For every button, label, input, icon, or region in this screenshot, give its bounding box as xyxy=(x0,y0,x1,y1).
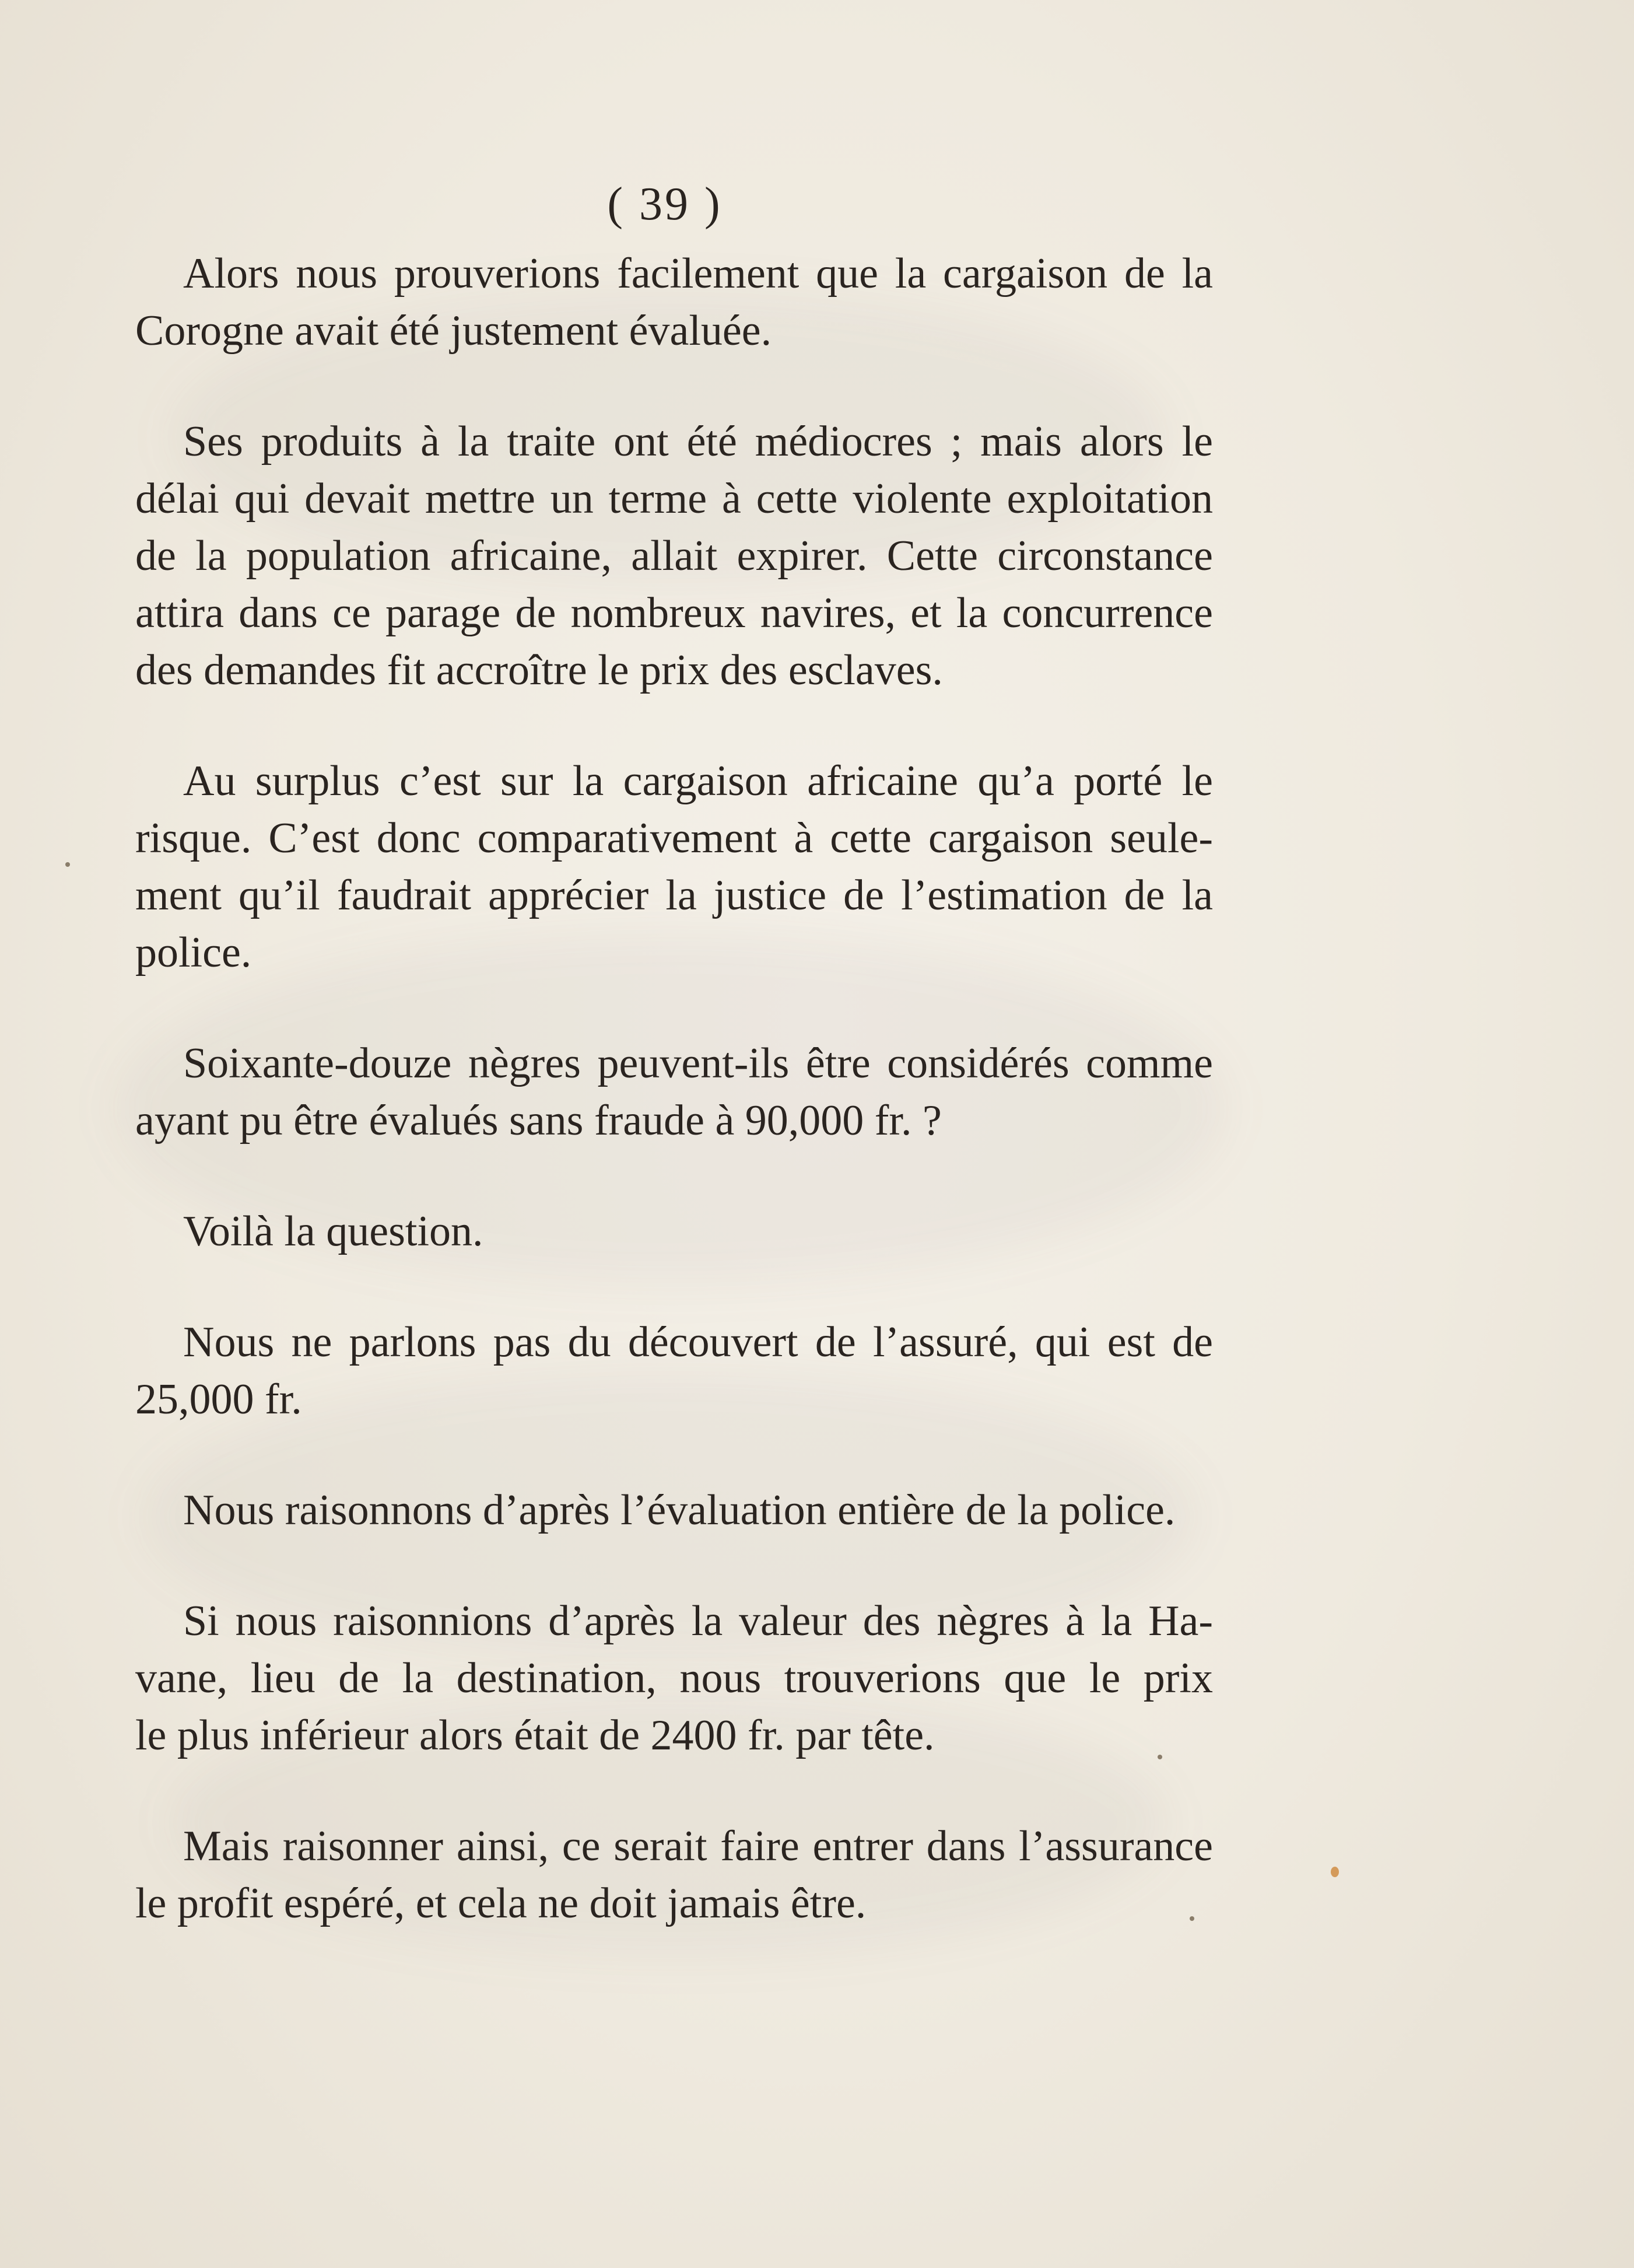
text-line: délai qui devait mettre un terme à cette violente exploitation xyxy=(135,475,1213,523)
paragraph xyxy=(135,1592,1213,1764)
text-line: police. xyxy=(135,929,252,977)
paragraph xyxy=(135,1818,1213,1932)
text-line: ayant pu être évalués sans fraude à 90,000 fr. ? xyxy=(135,1097,942,1144)
paragraph xyxy=(135,245,1213,359)
text-line: de la population africaine, allait expirer. Cette circonstance xyxy=(135,532,1213,580)
text-line: Au surplus c’est sur la cargaison africaine qu’a porté le xyxy=(183,757,1213,805)
text-line: Si nous raisonnions d’après la valeur des nègres à la Ha- xyxy=(183,1597,1213,1645)
text-line: Alors nous prouverions facilement que la cargaison de la xyxy=(183,250,1213,298)
paragraph xyxy=(135,1035,1213,1149)
page-number: ( 39 ) xyxy=(607,178,723,230)
paragraph xyxy=(135,1314,1213,1428)
text-line: Nous ne parlons pas du découvert de l’assuré, qui est de xyxy=(183,1318,1213,1366)
text-line: Soixante-douze nègres peuvent-ils être considérés comme xyxy=(183,1040,1213,1087)
paragraph xyxy=(135,1482,1213,1539)
body-text xyxy=(135,245,1213,1986)
text-line: 25,000 fr. xyxy=(135,1376,302,1423)
text-line: Mais raisonner ainsi, ce serait faire entrer dans l’assurance xyxy=(183,1822,1213,1870)
text-line: ment qu’il faudrait apprécier la justice de l’estimation de la xyxy=(135,872,1213,919)
text-line: le plus inférieur alors était de 2400 fr. par tête. xyxy=(135,1712,935,1759)
text-line: des demandes fit accroître le prix des esclaves. xyxy=(135,646,943,694)
paper-speck xyxy=(1331,1867,1339,1877)
paragraph xyxy=(135,1203,1213,1260)
text-line: Nous raisonnons d’après l’évaluation entière de la police. xyxy=(183,1486,1176,1534)
text-line: le profit espéré, et cela ne doit jamais être. xyxy=(135,1880,867,1927)
paragraph xyxy=(135,413,1213,699)
text-line: risque. C’est donc comparativement à cette cargaison seule- xyxy=(135,814,1213,862)
paper-speck xyxy=(65,862,70,867)
text-line: Ses produits à la traite ont été médiocres ; mais alors le xyxy=(183,418,1213,466)
paragraph xyxy=(135,752,1213,981)
text-line: attira dans ce parage de nombreux navires, et la concurrence xyxy=(135,589,1213,637)
text-line: Corogne avait été justement évaluée. xyxy=(135,307,772,355)
text-line: vane, lieu de la destination, nous trouverions que le prix xyxy=(135,1654,1213,1702)
text-line: Voilà la question. xyxy=(183,1208,483,1255)
